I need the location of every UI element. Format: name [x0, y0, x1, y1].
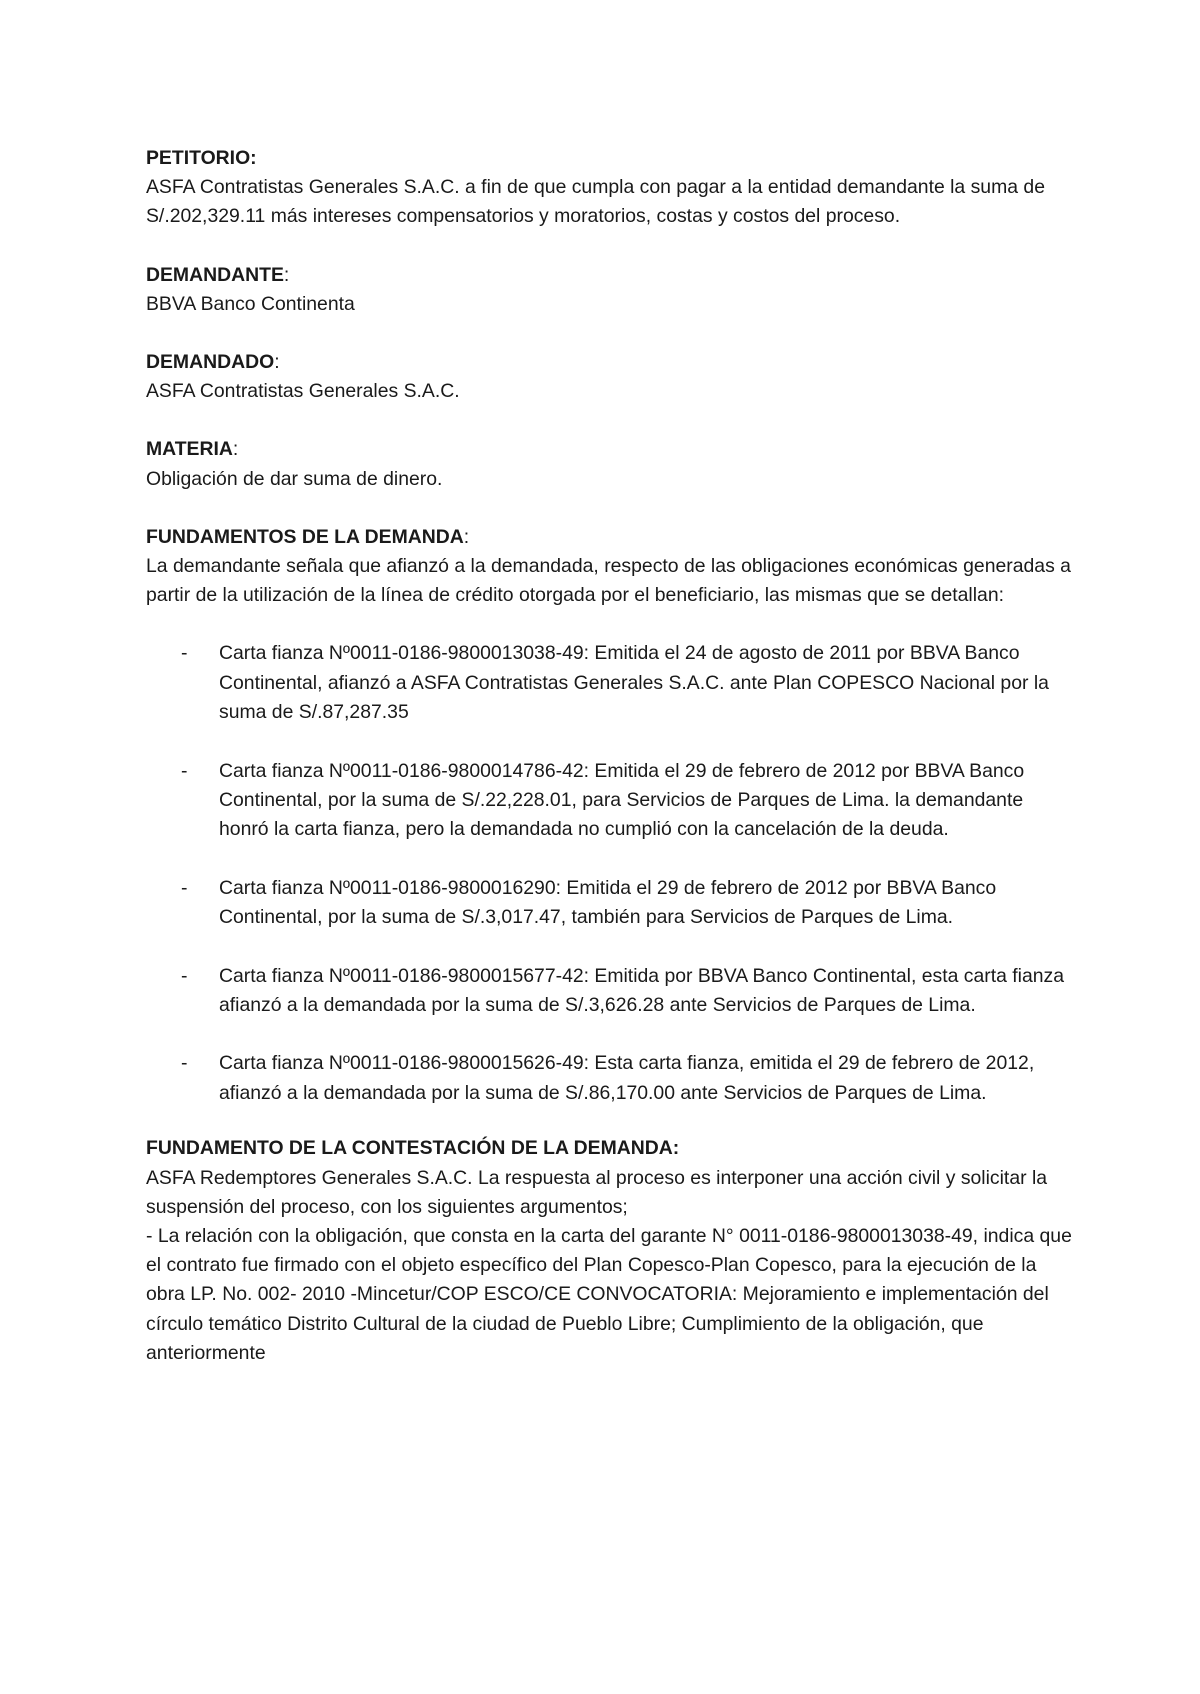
heading-contestacion: FUNDAMENTO DE LA CONTESTACIÓN DE LA DEMANDA: [146, 1137, 680, 1160]
list-item [146, 962, 1076, 1020]
heading-fundamentos [146, 523, 1076, 552]
section-demandado [146, 348, 1076, 406]
section-demandante [146, 261, 1076, 319]
list-item-text: Carta fianza Nº0011-0186-9800014786-42: Emitida el 29 de febrero de 2012 por BBVA Banco Continental, por la suma de S/.22,228.01, para Servicios de Parques de Lima. la demandante honró la carta fianza, pero la demandada no cumplió con la cancelación de la deuda. [219, 759, 1025, 840]
heading-demandado-label: DEMANDADO [146, 351, 275, 374]
heading-demandante-label: DEMANDANTE [146, 263, 284, 286]
list-item-text: Carta fianza Nº0011-0186-9800016290: Emitida el 29 de febrero de 2012 por BBVA Banco Continental, por la suma de S/.3,017.47, también para Servicios de Parques de Lima. [219, 876, 997, 928]
heading-fundamentos-label: FUNDAMENTOS DE LA DEMANDA [146, 525, 464, 548]
bullet-dash: - [181, 642, 188, 665]
list-item-text: Carta fianza Nº0011-0186-9800015677-42: Emitida por BBVA Banco Continental, esta carta fianza afianzó a la demandada por la suma de S/.3,626.28 ante Servicios de Parques de Lima. [219, 964, 1064, 1016]
heading-demandante-colon: : [283, 263, 290, 286]
petitorio-text: ASFA Contratistas Generales S.A.C. a fin de que cumpla con pagar a la entidad demandante la suma de S/.202,329.11 más intereses compensatorios y moratorios, costas y costos del proceso. [146, 176, 1045, 228]
list-item [146, 639, 1076, 727]
heading-materia-colon: : [232, 438, 239, 461]
section-materia [146, 435, 1076, 493]
bullet-dash: - [181, 876, 188, 899]
demandado-text: ASFA Contratistas Generales S.A.C. [146, 380, 460, 403]
materia-text: Obligación de dar suma de dinero. [146, 467, 443, 490]
section-petitorio [146, 144, 1076, 232]
list-item-text: Carta fianza Nº0011-0186-9800013038-49: Emitida el 24 de agosto de 2011 por BBVA Banco Continental, afianzó a ASFA Contratistas Generales S.A.C. ante Plan COPESCO Nacional por la suma de S/.87,287.35 [219, 642, 1049, 723]
heading-materia-label: MATERIA [146, 438, 233, 461]
heading-fundamentos-colon: : [463, 525, 470, 548]
section-contestacion [146, 1134, 1076, 1368]
fundamentos-text: La demandante señala que afianzó a la demandada, respecto de las obligaciones económicas generadas a partir de la utilización de la línea de crédito otorgada por el beneficiario, las mismas que se detallan: [146, 555, 1071, 607]
section-fundamentos [146, 523, 1076, 1108]
heading-demandante [146, 261, 1076, 290]
list-item [146, 874, 1076, 932]
list-item [146, 1049, 1076, 1107]
bullet-dash: - [181, 964, 188, 987]
bullet-dash: - [181, 1052, 188, 1075]
heading-demandado [146, 348, 1076, 377]
document-page [146, 144, 1076, 1397]
contestacion-text-1: ASFA Redemptores Generales S.A.C. La respuesta al proceso es interponer una acción civil y solicitar la suspensión del proceso, con los siguientes argumentos; [146, 1166, 1048, 1218]
heading-materia [146, 435, 1076, 464]
carta-fianza-list [146, 639, 1076, 1107]
demandante-text: BBVA Banco Continenta [146, 292, 355, 315]
bullet-dash: - [181, 759, 188, 782]
list-item [146, 757, 1076, 845]
heading-demandado-colon: : [274, 351, 280, 374]
list-item-text: Carta fianza Nº0011-0186-9800015626-49: Esta carta fianza, emitida el 29 de febrero de 2012, afianzó a la demandada por la suma de S/.86,170.00 ante Servicios de Parques de Lima. [219, 1052, 1035, 1104]
contestacion-text-2: - La relación con la obligación, que consta en la carta del garante N° 0011-0186-9800013038-49, indica que el contrato fue firmado con el objeto específico del Plan Copesco-Plan Copesco, para la ejecución de la obra LP. No. 002- 2010 -Mincetur/COP ESCO/CE CONVOCATORIA: Mejoramiento e implementación del círculo temático Distrito Cultural de la ciudad de Pueblo Libre; Cumplimiento de la obligación, que anteriormente [146, 1224, 1072, 1364]
heading-petitorio: PETITORIO: [146, 147, 257, 169]
